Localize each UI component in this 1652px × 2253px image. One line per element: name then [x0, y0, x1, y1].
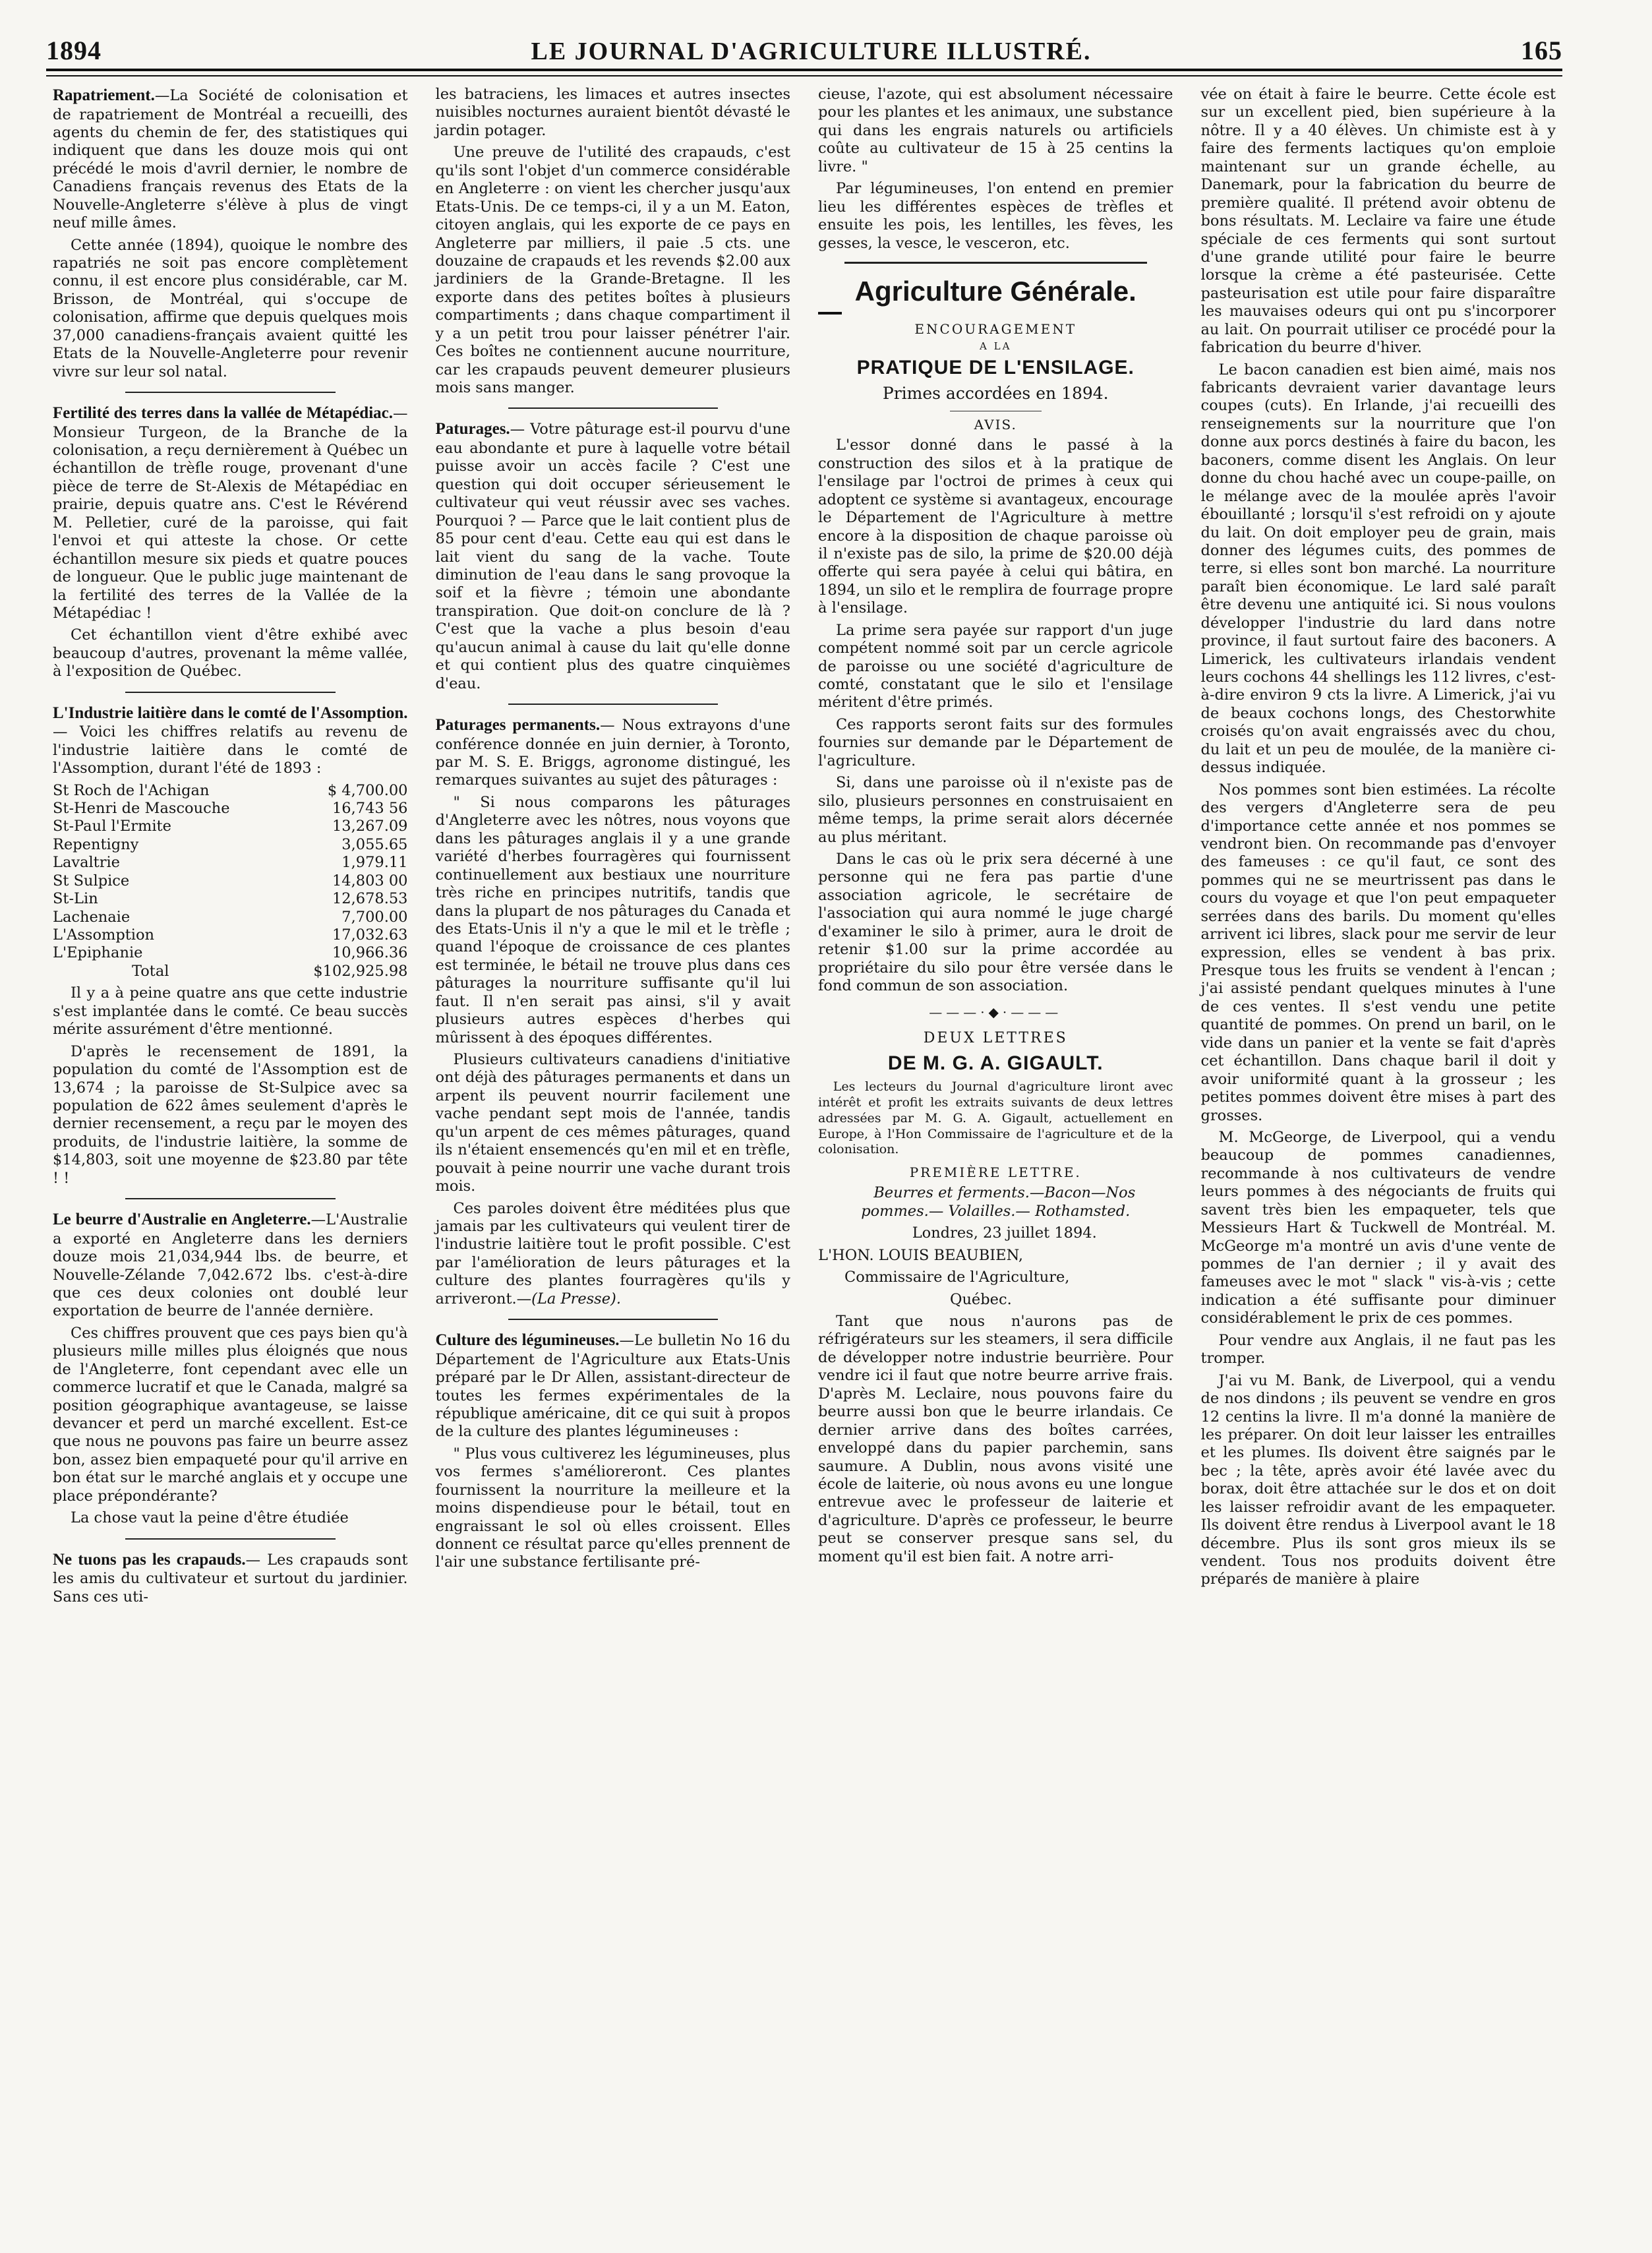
paragraph-text: Ces paroles doivent être méditées plus que jamais par les cultivateurs qui veulent tirer de l'industrie laitière tout le profit possible. C'est par l'amélioration de leurs pâturages et la culture des plantes fourragères qu'ils y arriveront.— [435, 1199, 790, 1307]
paragraph: Par légumineuses, l'on entend en premier lieu les différentes espèces de trèfles et ensuite les pois, les lentilles, les fèves, les gesses, la vesce, le vesceron, etc. [818, 180, 1173, 252]
article-text: —Le bulletin No 16 du Département de l'Agriculture aux Etats-Unis préparé par le Dr Allen, assistant-directeur de toutes les fermes expérimentales de la république américaine, dit ce qui suit à propos de la culture des plantes légumineuses : [435, 1332, 790, 1441]
ensilage-subheading: Primes accordées en 1894. [882, 384, 1109, 404]
a-la-label: A LA [980, 340, 1012, 352]
article-divider [125, 392, 336, 393]
table-row [53, 909, 408, 926]
table-row [53, 944, 408, 962]
article-divider [508, 704, 719, 705]
article-heading: Paturages permanents. [435, 716, 601, 735]
article-text: — Les crapauds sont les amis du cultivateur et surtout du jardinier. Sans ces uti- [53, 1551, 408, 1606]
table-cell-place: St-Lin [53, 890, 98, 908]
total-label: Total [132, 962, 169, 980]
section-title: Agriculture Générale. [854, 275, 1136, 307]
article-industrie-laitiere [53, 704, 408, 778]
table-cell-place: St Roch de l'Achigan [53, 781, 210, 799]
column-4 [1195, 86, 1563, 2222]
article-text: — Voici les chiffres relatifs au revenu de l'industrie laitière dans le comté de l'Assomption, durant l'été de 1893 : [53, 723, 408, 777]
paragraph: J'ai vu M. Bank, de Liverpool, qui a vendu de nos dindons ; ils peuvent se vendre en gros 12 centins la livre. Il m'a donné la manière de les préparer. On doit leur laisser les entrailles et les plumes. Ils doivent être saignés par le bec ; la tête, après avoir été lavée avec du borax, doit être attachée sur le dos et on doit les laisser refroidir avant de les empaqueter. Ils doivent être rendus à Liverpool avant le 18 décembre. Plus ils sont gros mieux ils se vendent. Tous nos produits doivent être préparés de manière à plaire [1200, 1371, 1556, 1588]
paragraph: Le bacon canadien est bien aimé, mais nos fabricants devraient varier davantage leurs coupes (cuts). En Irlande, j'ai recueilli des renseignements sur la nourriture que l'on donne aux porcs destinés à faire du bacon, les baconers, comme disent les Anglais. On leur donne du chou haché avec un coupe-paille, on le mélange avec de la moulée après l'avoir ébouillanté ; lorsqu'il s'est refroidi on y ajoute du lait. On doit employer peu de grain, mais donner des légumes cuits, des pommes de terre, si elles sont bon marché. La nourriture paraît bien économique. Le lard salé paraît être devenu une antiquité ici. Si nous voulons développer l'industrie du lard dans notre province, il faut surtout faire des baconers. A Limerick, les cultivateurs irlandais vendent leurs cochons 44 shellings les 112 livres, c'est-à-dire environ 9 cts la livre. A Limerick, j'ai vu de beaux cochons longs, des Chestorwhite croisés qu'on avait engraissés avec du chou, du lait et un peu de moulée, de la manière ci-dessus indiquée. [1200, 361, 1556, 777]
paragraph: vée on était à faire le beurre. Cette école est sur un excellent pied, bien supérieure à la nôtre. Il y a 40 élèves. Un chimiste est à y faire des ferments lactiques qu'on emploie maintenant sur un grande échelle, au Danemark, pour la fabrication du beurre de première qualité. Il prétend avoir obtenu de bons résultats. M. Leclaire va faire une étude spéciale de ces ferments qui sont surtout d'une grande utilité pour faire le beurre lorsque la crème a été pasteurisée. Cette pasteurisation est utile pour faire disparaître les mauvaises odeurs qui ont pu s'incorporer au lait. On pourrait utiliser ce procédé pour la fabrication du beurre d'hiver. [1200, 86, 1556, 357]
ornament-divider: ———·◆·——— [929, 1004, 1063, 1021]
paragraph: Nos pommes sont bien estimées. La récolte des vergers d'Angleterre sera de peu d'importance cette année et nos pommes se vendront bien. On recommande pas d'envoyer des fameuses : ce qu'il faut, ce sont des pommes qui ne se meurtrissent pas dans le cours du voyage et que l'on peut empaqueter serrées dans des barils. Du moment qu'elles arrivent ici libres, slack pour me servir de leur expression, elles se vendent à bas prix. Presque tous les fruits se vendent à l'encan ; j'ai assisté pendant quelques minutes à l'une de ces ventes. Il s'est vendu une petite quantité de pommes. On prend un baril, on le vide dans un panier et la vente se fait d'après cet échantillon. Dans chaque baril il doit y avoir uniformité quant à la grosseur ; les petites pommes doivent être mises à part des grosses. [1200, 781, 1556, 1124]
paragraph: Une preuve de l'utilité des crapauds, c'est qu'ils sont l'objet d'un commerce considérable en Angleterre : on vient les chercher jusqu'aux Etats-Unis. De ce temps-ci, il y a un M. Eaton, citoyen anglais, qui les exporte de ce pays en Angleterre par milliers, il paie .5 cts. une douzaine de crapauds et les revends $2.00 aux jardiniers de la Grande-Bretagne. Il les exporte dans des petites boîtes à plusieurs compartiments ; dans chaque compartiment il y a un petit trou pour laisser pénétrer l'air. Ces boîtes ne contiennent aucune nourriture, car les crapauds peuvent demeurer plusieurs mois sans manger. [435, 144, 790, 396]
letter-addressee: L'HON. LOUIS BEAUBIEN, [818, 1246, 1023, 1264]
column-3 [811, 86, 1180, 2222]
table-row [53, 782, 408, 800]
table-cell-place: L'Assomption [53, 926, 155, 944]
article-heading: Rapatriement. [53, 86, 155, 104]
paragraph: Pour vendre aux Anglais, il ne faut pas les tromper. [1200, 1331, 1556, 1367]
table-cell-value: 12,678.53 [332, 890, 408, 908]
letter-date: Londres, 23 juillet 1894. [912, 1224, 1097, 1242]
total-value: $102,925.98 [313, 962, 408, 980]
source-citation: (La Presse). [531, 1290, 621, 1307]
article-columns [46, 86, 1562, 2222]
article-legumineuses [436, 1331, 791, 1441]
table-cell-value: 3,055.65 [341, 835, 408, 853]
article-heading: Ne tuons pas les crapauds. [53, 1550, 246, 1569]
paragraph: La chose vaut la peine d'être étudiée [71, 1509, 349, 1527]
deux-lettres-label: DEUX LETTRES [923, 1029, 1068, 1046]
table-total-row [53, 963, 408, 980]
paragraph: La prime sera payée sur rapport d'un juge compétent nommé soit par un cercle agricole de paroisse ou une société d'agriculture de comté, constatant que le silo et l'ensilage méritent d'être primés. [818, 621, 1173, 711]
article-divider [508, 1319, 719, 1320]
table-row [53, 836, 408, 854]
letter-subjects: Beurres et ferments.—Bacon—Nos pommes.— Volailles.— Rothamsted. [861, 1184, 1136, 1220]
table-cell-place: L'Epiphanie [53, 944, 143, 962]
article-paturages-permanents [436, 715, 791, 790]
letter-addressee-place: Québec. [950, 1290, 1012, 1308]
section-rule [844, 262, 1147, 264]
table-cell-value: $ 4,700.00 [327, 781, 408, 799]
article-divider [508, 407, 719, 409]
article-paturages [436, 419, 791, 693]
table-cell-place: St-Paul l'Ermite [53, 818, 171, 835]
paragraph: Plusieurs cultivateurs canadiens d'initiative ont déjà des pâturages permanents et dans un arpent ils peuvent nourrir facilement une vache pendant sept mois de l'année, tandis qu'un arpent de ces mêmes pâturages, quand ils n'étaient ensemencés qu'en mil et en trèfle, pouvait à peine nourrir une vache durant trois mois. [435, 1051, 790, 1195]
table-cell-place: Lavaltrie [53, 854, 120, 872]
table-row [53, 890, 408, 908]
avis-label: AVIS. [974, 416, 1017, 433]
article-heading: Paturages. [435, 420, 510, 438]
journal-title: LE JOURNAL D'AGRICULTURE ILLUSTRÉ. [531, 38, 1092, 65]
table-row [53, 926, 408, 944]
paragraph: Si, dans une paroisse où il n'existe pas de silo, plusieurs personnes en construisaient en même temps, la prime serait alors décernée au plus méritant. [818, 774, 1173, 846]
header-rule-thick [46, 69, 1562, 71]
header-rule-thin [46, 75, 1562, 76]
dairy-revenue-table [53, 782, 408, 981]
article-rapatriement [53, 86, 408, 233]
paragraph: Cette année (1894), quoique le nombre des rapatriés ne soit pas encore complètement connu, il est encore plus considérable, car M. Brisson, de Montréal, qui s'occupe de colonisation, affirme que depuis quelques mois 37,000 canadiens-français avaient quitté les Etats de la Nouvelle-Angleterre pour revenir vivre sur leur sol natal. [53, 236, 408, 380]
paragraph: Tant que nous n'aurons pas de réfrigérateurs sur les steamers, il sera difficile de développer notre industrie beurrière. Pour vendre ici il faut que notre beurre arrive frais. D'après M. Leclaire, nous pouvons faire du beurre aussi bon que le beurre irlandais. Ce dernier arrive dans des boîtes carrées, enveloppé dans du papier parchemin, sans saumure. A Dublin, nous avons visité une école de laiterie, où nous avons eu une longue entrevue avec le professeur de laiterie et d'agriculture. D'après ce professeur, le beurre peut se conserver presque sans sel, du moment qu'il est bien fait. A notre arri- [818, 1313, 1173, 1565]
column-2 [429, 86, 798, 2222]
table-cell-place: Lachenaie [53, 908, 131, 926]
table-cell-value: 17,032.63 [332, 926, 408, 944]
section-dash [818, 312, 842, 315]
encouragement-label: ENCOURAGEMENT [914, 321, 1077, 338]
article-divider [125, 1198, 336, 1199]
paragraph: D'après le recensement de 1891, la population du comté de l'Assomption est de 13,674 ; la paroisse de St-Sulpice avec sa population de 622 âmes seulement d'après le dernier recensement, a reçu par le moyen des produits, de l'industrie laitière, la somme de $14,803, soit une moyenne de $23.80 par tête ! ! [53, 1042, 408, 1187]
table-row [53, 818, 408, 835]
table-row [53, 872, 408, 890]
page-number: 165 [1521, 36, 1562, 65]
article-text: —Monsieur Turgeon, de la Branche de la colonisation, a reçu dernièrement à Québec un échantillon de trèfle rouge, provenant d'une pièce de terre de St-Alexis de Métapédiac en prairie, depuis quatre ans. C'est le Révérend M. Pelletier, curé de la paroisse, qui fait l'envoi et qui atteste la chose. Or cette échantillon mesure six pieds et quatre pouces de longueur. Que le public juge maintenant de la fertilité des terres de la Vallée de la Métapédiac ! [53, 405, 408, 622]
paragraph: Ces rapports seront faits sur des formules fournies sur demande par le Département de l'agriculture. [818, 715, 1173, 769]
table-cell-place: St-Henri de Mascouche [53, 799, 230, 817]
article-fertilite [53, 404, 408, 622]
article-divider [125, 1538, 336, 1540]
paragraph: Ces chiffres prouvent que ces pays bien qu'à plusieurs mille milles plus éloignés que nous de l'Angleterre, font cependant avec elle un commerce lucratif et que le Canada, malgré sa position géographique avantageuse, se laisse devancer et perd un marché excellent. Est-ce que nous ne pouvons pas faire un beurre assez bon, assez bien empaqueté pour qu'il arrive en bon état sur le marché anglais et y occupe une place prépondérante? [53, 1324, 408, 1505]
paragraph: " Si nous comparons les pâturages d'Angleterre avec les nôtres, nous voyons que dans les pâturages anglais il y a une grande variété d'herbes fourragères qui fournissent continuellement aux bestiaux une nourriture très riche en principes nutritifs, tandis que dans la plupart de nos pâturages du Canada et des Etats-Unis il n'y a que le mil et le trèfle ; quand l'époque de croissance de ces plantes est terminée, le bétail ne trouve plus dans ces pâturages la nourriture suffisante qu'il lui faut. Il n'en serait pas ainsi, s'il y avait plusieurs autres espèces d'herbes qui mûrissent à des époques différentes. [435, 793, 790, 1046]
article-divider [125, 692, 336, 693]
paragraph: " Plus vous cultiverez les légumineuses, plus vos fermes s'amélioreront. Ces plantes fournissent la nourriture la meilleure et la moins dispendieuse pour le bétail, tout en engraissant le sol où elles croissent. Elles donnent ce résultat parce qu'elles prennent de l'air une substance fertilisante pré- [435, 1445, 790, 1571]
paragraph: Il y a à peine quatre ans que cette industrie s'est implantée dans le comté. Ce beau succès mérite assurément d'être mentionné. [53, 984, 408, 1038]
table-cell-value: 7,700.00 [341, 908, 408, 926]
article-text: — Nous extrayons d'une conférence donnée en juin dernier, à Toronto, par M. S. E. Briggs, agronome distingué, les remarques suivantes au sujet des pâturages : [435, 717, 790, 789]
ensilage-heading: PRATIQUE DE L'ENSILAGE. [856, 356, 1135, 378]
gigault-heading: DE M. G. A. GIGAULT. [887, 1052, 1104, 1074]
article-heading: L'Industrie laitière dans le comté de l'Assomption. [53, 704, 408, 722]
paragraph: Dans le cas où le prix sera décerné à une personne qui ne fera pas partie d'une association agricole, le secrétaire de l'association qui aura nommé le juge chargé d'examiner le silo à primer, aura le droit de retenir $1.00 sur la prime accordée au propriétaire du silo pour être versée dans le fond commun de son association. [818, 850, 1173, 995]
header-year: 1894 [46, 36, 102, 65]
paragraph: les batraciens, les limaces et autres insectes nuisibles nocturnes auraient bientôt dévasté le jardin potager. [435, 86, 790, 139]
article-heading: Le beurre d'Australie en Angleterre. [53, 1211, 311, 1229]
article-text: — Votre pâturage est-il pourvu d'une eau abondante et pure à laquelle votre bétail puisse avoir un accès facile ? C'est une question qui doit occuper sérieusement le cultivateur qui veut réussir avec ses vaches. Pourquoi ? — Parce que le lait contient plus de 85 pour cent d'eau. Cette eau qui est dans le lait vient du sang de la vache. Toute diminution de l'eau dans le sang provoque la soif et la fièvre ; témoin une abondante transpiration. Que doit-on conclure de là ? C'est que la vache a plus besoin d'eau qu'aucun animal à cause du lait qu'elle donne et qui contient plus des quatre cinquièmes d'eau. [435, 421, 790, 692]
table-cell-value: 1,979.11 [341, 854, 408, 872]
paragraph: cieuse, l'azote, qui est absolument nécessaire pour les plantes et les animaux, une substance qui dans les engrais naturels ou artificiels coûte au cultivateur de 15 à 25 centins la livre. " [818, 86, 1173, 175]
article-crapauds [53, 1550, 408, 1606]
intro-paragraph: Les lecteurs du Journal d'agriculture liront avec intérêt et profit les extraits suivants de deux lettres adressées par M. G. A. Gigault, actuellement en Europe, à l'Hon Commissaire de l'agriculture et de la colonisation. [818, 1079, 1173, 1157]
table-cell-value: 16,743 56 [332, 799, 408, 817]
article-text: —L'Australie a exporté en Angleterre dans les derniers douze mois 21,034,944 lbs. de beurre, et Nouvelle-Zélande 7,042.672 lbs. c'est-à-dire que ces deux colonies ont doublé leur exportation de beurre de l'année dernière. [53, 1211, 408, 1320]
paragraph [436, 1200, 791, 1309]
paragraph: M. McGeorge, de Liverpool, qui a vendu beaucoup de pommes canadiennes, recommande à nos cultivateurs de vendre leurs pommes à des négociants de fruits qui savent très bien les empaqueter, tels que Messieurs Hart & Tuckwell de Montréal. M. McGeorge m'a montré un avis d'une vente de pommes de l'an dernier ; il y avait des fameuses avec le mot " slack " vis-à-vis ; cette indication a été suffisante pour diminuer considérablement le prix de ces pommes. [1200, 1128, 1556, 1327]
paragraph: L'essor donné dans le passé à la construction des silos et à la pratique de l'ensilage par l'octroi de primes à ceux qui adoptent ce système si avantageux, encourage le Département de l'Agriculture à mettre encore à la disposition de chaque paroisse où il n'existe pas de silo, la prime de $20.00 déjà offerte qui sera payée à celui qui bâtira, en 1894, un silo et le remplira de fourrage propre à l'ensilage. [818, 436, 1173, 617]
premiere-lettre-label: PREMIÈRE LETTRE. [909, 1164, 1082, 1181]
paragraph: Cet échantillon vient d'être exhibé avec beaucoup d'autres, provenant la même vallée, à l'exposition de Québec. [53, 626, 408, 680]
table-cell-value: 13,267.09 [332, 818, 408, 835]
article-text: —La Société de colonisation et de rapatriement de Montréal a recueilli, des agents du chemin de fer, des statistiques qui indiquent que dans les douze mois qui ont précédé le mois d'avril dernier, le nombre de Canadiens français revenus des Etats de la Nouvelle-Angleterre s'élève à plus de vingt neuf mille âmes. [53, 87, 408, 232]
table-row [53, 800, 408, 818]
table-row [53, 854, 408, 872]
column-1 [46, 86, 415, 2222]
article-beurre-australie [53, 1210, 408, 1321]
table-cell-place: St Sulpice [53, 872, 130, 889]
article-heading: Fertilité des terres dans la vallée de Métapédiac. [53, 404, 393, 423]
page-header [46, 26, 1562, 66]
table-cell-value: 14,803 00 [332, 872, 408, 889]
article-heading: Culture des légumineuses. [435, 1331, 620, 1350]
letter-addressee-title: Commissaire de l'Agriculture, [844, 1269, 1070, 1286]
table-cell-place: Repentigny [53, 835, 139, 853]
table-cell-value: 10,966.36 [332, 944, 408, 962]
